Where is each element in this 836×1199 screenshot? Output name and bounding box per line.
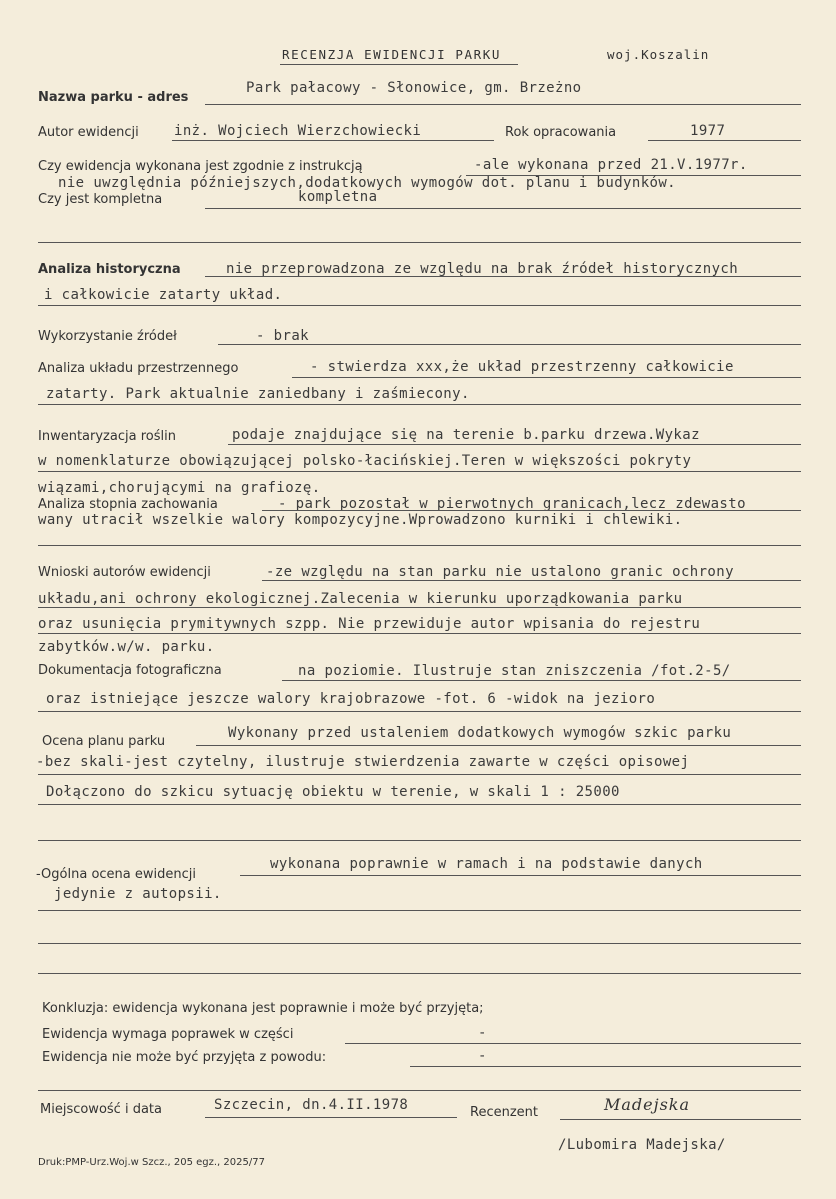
place-date-line: [205, 1117, 457, 1118]
sources-line: [218, 344, 801, 345]
inventory-line-1: [228, 444, 801, 445]
overall-value-1: wykonana poprawnie w ramach i na podstawie danych: [270, 856, 703, 872]
compliance-value-2: nie uwzględnia późniejszych,dodatkowych wymogów dot. planu i budynków.: [58, 175, 677, 191]
verdict-rejected-value: -: [478, 1048, 487, 1064]
plan-line-1: [196, 745, 801, 746]
spatial-line-2: [38, 404, 801, 405]
park-name-value: Park pałacowy - Słonowice, gm. Brzeżno: [246, 80, 582, 96]
year-value: 1977: [690, 123, 726, 139]
spatial-value-1: - stwierdza xxx,że układ przestrzenny całkowicie: [310, 359, 734, 375]
spatial-label: Analiza układu przestrzennego: [38, 361, 239, 376]
compliance-value-1: -ale wykonana przed 21.V.1977r.: [474, 157, 748, 173]
overall-line-4: [38, 973, 801, 974]
inventory-label: Inwentaryzacja roślin: [38, 429, 176, 444]
conclusions-value-2: układu,ani ochrony ekologicznej.Zalecenia w kierunku uporządkowania parku: [38, 591, 683, 607]
verdict-line-3: [38, 1090, 801, 1091]
overall-line-2: [38, 910, 801, 911]
photo-line-2: [38, 711, 801, 712]
verdict-rejected-label: Ewidencja nie może być przyjęta z powodu:: [42, 1050, 327, 1065]
place-date-value: Szczecin, dn.4.II.1978: [214, 1097, 409, 1113]
conclusions-line-1: [262, 580, 801, 581]
inventory-value-2: w nomenklaturze obowiązującej polsko-łacińskiej.Teren w większości pokryty: [38, 453, 692, 469]
plan-value-2: -bez skali-jest czytelny, ilustruje stwierdzenia zawarte w części opisowej: [36, 754, 690, 770]
preservation-value-1: - park pozostał w pierwotnych granicach,lecz zdewasto: [278, 496, 746, 512]
conclusions-line-3: [38, 633, 801, 634]
park-name-line: [205, 104, 801, 105]
historical-line-1: [205, 276, 801, 277]
compliance-label: Czy ewidencja wykonana jest zgodnie z instrukcją: [38, 159, 363, 174]
overall-line-1: [240, 875, 801, 876]
photo-label: Dokumentacja fotograficzna: [38, 663, 222, 678]
verdict-corrections-value: -: [478, 1025, 487, 1041]
historical-line-2: [38, 305, 801, 306]
plan-line-4: [38, 840, 801, 841]
overall-label: -Ogólna ocena ewidencji: [36, 867, 196, 882]
plan-line-2: [38, 774, 801, 775]
spatial-line-1: [292, 377, 801, 378]
title-underline: [280, 64, 518, 65]
plan-value-3: Dołączono do szkicu sytuację obiektu w terenie, w skali 1 : 25000: [46, 784, 620, 800]
author-value: inż. Wojciech Wierzchowiecki: [174, 123, 422, 139]
preservation-line-1: [262, 510, 801, 511]
inventory-value-1: podaje znajdujące się na terenie b.parku drzewa.Wykaz: [232, 427, 700, 443]
verdict-rejected-line: [410, 1066, 801, 1067]
conclusions-value-3: oraz usunięcia prymitywnych szpp. Nie przewiduje autor wpisania do rejestru: [38, 616, 701, 632]
reviewer-signature: Madejska: [604, 1095, 691, 1114]
photo-value-2: oraz istniejące jeszcze walory krajobrazowe -fot. 6 -widok na jezioro: [46, 691, 656, 707]
spatial-value-2: zatarty. Park aktualnie zaniedbany i zaśmiecony.: [46, 386, 470, 402]
inventory-line-2: [38, 471, 801, 472]
historical-label: Analiza historyczna: [38, 262, 181, 277]
plan-value-1: Wykonany przed ustaleniem dodatkowych wymogów szkic parku: [228, 725, 732, 741]
verdict-corrections-label: Ewidencja wymaga poprawek w części: [42, 1027, 294, 1042]
conclusions-label: Wnioski autorów ewidencji: [38, 565, 211, 580]
year-label: Rok opracowania: [505, 125, 617, 140]
place-date-label: Miejscowość i data: [40, 1102, 162, 1117]
overall-line-3: [38, 943, 801, 944]
complete-line-2: [38, 242, 801, 243]
reviewer-name: /Lubomira Madejska/: [558, 1137, 726, 1153]
complete-line: [205, 208, 801, 209]
sources-value: - brak: [256, 328, 309, 344]
complete-value: kompletna: [298, 189, 378, 205]
conclusions-line-2: [38, 607, 801, 608]
inventory-value-3: wiązami,chorującymi na grafiozę.: [38, 480, 321, 496]
reviewer-label: Recenzent: [470, 1105, 538, 1120]
overall-value-2: jedynie z autopsii.: [54, 886, 222, 902]
conclusions-value-1: -ze względu na stan parku nie ustalono granic ochrony: [266, 564, 734, 580]
author-label: Autor ewidencji: [38, 125, 139, 140]
preservation-label: Analiza stopnia zachowania: [38, 497, 218, 512]
print-note: Druk:PMP-Urz.Woj.w Szcz., 205 egz., 2025/77: [38, 1157, 265, 1168]
preservation-value-2: wany utracił wszelkie walory kompozycyjne.Wprowadzono kurniki i chlewiki.: [38, 512, 683, 528]
verdict-accepted: Konkluzja: ewidencja wykonana jest poprawnie i może być przyjęta;: [42, 1001, 484, 1016]
photo-line-1: [282, 680, 801, 681]
preservation-line-2: [38, 545, 801, 546]
plan-line-3: [38, 804, 801, 805]
park-name-label: Nazwa parku - adres: [38, 90, 189, 105]
plan-label: Ocena planu parku: [42, 734, 166, 749]
photo-value-1: na poziomie. Ilustruje stan zniszczenia /fot.2-5/: [298, 663, 731, 679]
conclusions-value-4: zabytków.w/w. parku.: [38, 639, 215, 655]
verdict-corrections-line: [345, 1043, 801, 1044]
author-line: [172, 140, 494, 141]
complete-label: Czy jest kompletna: [38, 192, 163, 207]
form-title: RECENZJA EWIDENCJI PARKU: [282, 47, 502, 62]
historical-value-2: i całkowicie zatarty układ.: [44, 287, 283, 303]
sources-label: Wykorzystanie źródeł: [38, 329, 177, 344]
historical-value-1: nie przeprowadzona ze względu na brak źródeł historycznych: [226, 261, 739, 277]
year-line: [648, 140, 801, 141]
voivodeship: woj.Koszalin: [607, 47, 710, 62]
reviewer-line: [560, 1119, 801, 1120]
